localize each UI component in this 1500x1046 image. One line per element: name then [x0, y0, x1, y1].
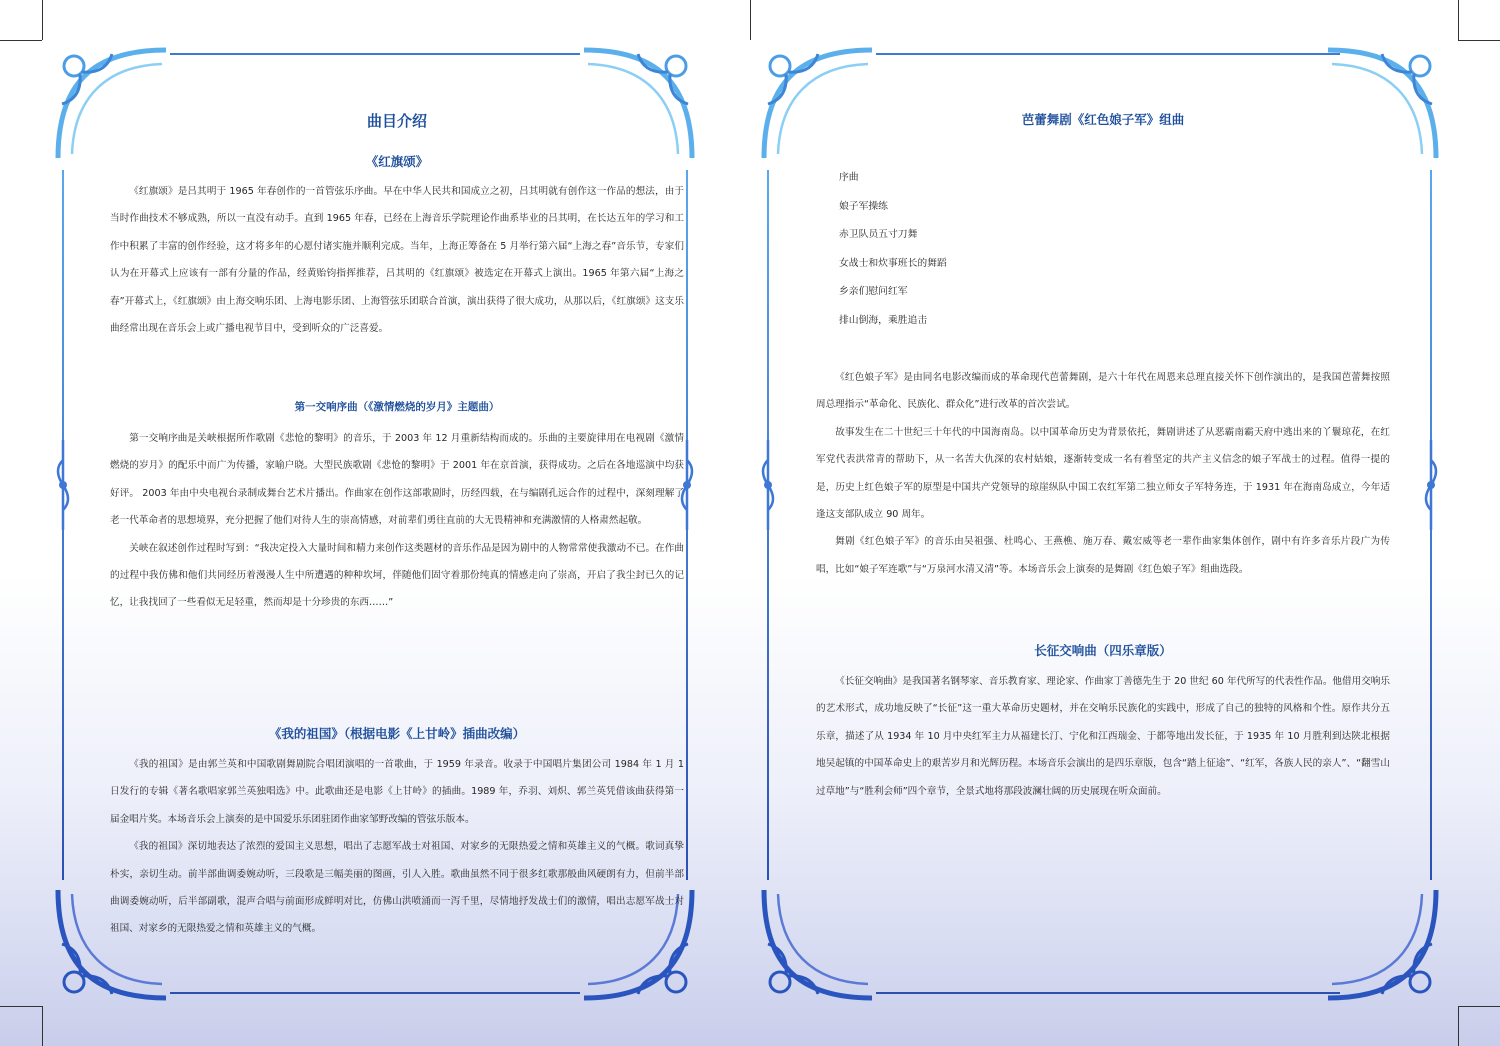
section-body-motherland	[110, 751, 684, 943]
scroll-ornament-icon	[757, 440, 779, 530]
paragraph: 《我的祖国》深切地表达了浓烈的爱国主义思想，唱出了志愿军战士对祖国、对家乡的无限热爱之情和英雄主义的气概。歌词真挚朴实，亲切生动。前半部曲调委婉动听，三段歌是三幅美丽的图画，引人入胜。歌曲虽然不同于很多红歌那般曲风硬朗有力，但前半部曲调委婉动听，后半部副歌，混声合唱与前面形成鲜明对比，仿佛山洪喷涌而一泻千里，尽情地抒发战士们的激情，唱出志愿军战士对祖国、对家乡的无限热爱之情和英雄主义的气概。	[110, 841, 684, 935]
crop-mark	[42, 1006, 43, 1046]
list-item: 序曲	[839, 172, 859, 183]
paragraph: 《我的祖国》是由郭兰英和中国歌剧舞剧院合唱团演唱的一首歌曲，于 1959 年录音。收录于中国唱片集团公司 1984 年 1 月 1 日发行的专辑《著名歌唱家郭兰英独唱选》中。此歌曲还是电影《上甘岭》的插曲。1989 年，乔羽、刘炽、郭兰英凭借该曲获得第一届金唱片奖。本场音乐会上演奏的是中国爱乐乐团驻团作曲家邹野改编的管弦乐版本。	[110, 759, 684, 825]
section-heading-overture: 第一交响序曲（《激情燃烧的岁月》主题曲）	[294, 401, 500, 413]
section-body-longmarch	[816, 668, 1390, 805]
crop-mark	[0, 40, 42, 41]
corner-ornament-icon	[1322, 884, 1442, 1004]
crop-mark	[1458, 1006, 1459, 1046]
list-item: 排山倒海，乘胜追击	[839, 314, 928, 326]
section-heading-ballet: 芭蕾舞剧《红色娘子军》组曲	[1021, 112, 1185, 127]
section-body-hongqisong	[110, 178, 684, 342]
paragraph: 《红旗颂》是吕其明于 1965 年春创作的一首管弦乐序曲。早在中华人民共和国成立之初，吕其明就有创作这一作品的想法，由于当时作曲技术不够成熟，所以一直没有动手。直到 1965 年春，已经在上海音乐学院理论作曲系毕业的吕其明，在长达五年的学习和工作中积累了丰富的创作经验，这才将多年的心愿付诸实施并顺利完成。当年，上海正筹备在 5 月举行第六届“上海之春”音乐节，专家们认为在开幕式上应该有一部有分量的作品，经黄贻钧指挥推荐，吕其明的《红旗颂》被选定在开幕式上演出。1965 年第六届“上海之春”开幕式上，《红旗颂》由上海交响乐团、上海电影乐团、上海管弦乐团联合首演，演出获得了很大成功，从那以后，《红旗颂》这支乐曲经常出现在音乐会上或广播电视节目中，受到听众的广泛喜爱。	[110, 186, 684, 335]
paragraph: 《红色娘子军》是由同名电影改编而成的革命现代芭蕾舞剧，是六十年代在周恩来总理直接关怀下创作演出的，是我国芭蕾舞按照周总理指示“革命化、民族化、群众化”进行改革的首次尝试。	[816, 372, 1390, 411]
paragraph: 第一交响序曲是关峡根据所作歌剧《悲怆的黎明》的音乐，于 2003 年 12 月重新结构而成的。乐曲的主要旋律用在电视剧《激情燃烧的岁月》的配乐中而广为传播，家喻户晓。大型民族歌剧《悲怆的黎明》于 2001 年在京首演，获得成功。之后在各地巡演中均获好评。 2003 年由中央电视台录制成舞台艺术片播出。作曲家在创作这部歌剧时，历经四载，在与编剧孔远合作的过程中，深刻理解了老一代革命者的思想境界，充分把握了他们对待人生的崇高情感，对前辈们勇往直前的大无畏精神和充满激情的人格肃然起敬。	[110, 433, 684, 527]
frame-top-line	[876, 53, 1340, 55]
list-item: 乡亲们慰问红军	[839, 286, 908, 298]
list-item: 娘子军操练	[839, 200, 888, 212]
crop-mark	[750, 0, 751, 40]
corner-ornament-icon	[758, 44, 878, 164]
page-title: 曲目介绍	[366, 112, 427, 130]
crop-mark	[1458, 40, 1500, 41]
corner-ornament-icon	[52, 44, 172, 164]
paragraph: 关峡在叙述创作过程时写到：“我决定投入大量时间和精力来创作这类题材的音乐作品是因为剧中的人物常常使我激动不已。在作曲的过程中我仿佛和他们共同经历着漫漫人生中所遭遇的种种坎坷，伴随他们固守着那份纯真的情感走向了崇高，开启了我尘封已久的记忆，让我找回了一些看似无足轻重，然而却是十分珍贵的东西……”	[110, 542, 684, 609]
corner-ornament-icon	[758, 884, 878, 1004]
list-item: 女战士和炊事班长的舞蹈	[839, 257, 947, 269]
section-body-overture	[110, 425, 684, 617]
corner-ornament-icon	[1322, 44, 1442, 164]
corner-ornament-icon	[578, 44, 698, 164]
list-item: 赤卫队员五寸刀舞	[839, 229, 918, 241]
right-page	[750, 0, 1500, 1046]
paragraph: 舞剧《红色娘子军》的音乐由吴祖强、杜鸣心、王燕樵、施万春、戴宏威等老一辈作曲家集体创作，剧中有许多音乐片段广为传唱，比如“娘子军连歌”与“万泉河水清又清”等。本场音乐会上演奏的是舞剧《红色娘子军》组曲选段。	[816, 536, 1390, 575]
crop-mark	[1458, 1006, 1500, 1007]
paragraph: 故事发生在二十世纪三十年代的中国海南岛。以中国革命历史为背景依托，舞剧讲述了从恶霸南霸天府中逃出来的丫鬟琼花，在红军党代表洪常青的帮助下，从一名苦大仇深的农村姑娘，逐渐转变成一名有着坚定的共产主义信念的娘子军战士的过程。值得一提的是，历史上红色娘子军的原型是中国共产党领导的琼崖纵队中国工农红军第二独立师女子军特务连，于 1931 年在海南岛成立，今年适逢这支部队成立 90 周年。	[816, 426, 1390, 521]
section-heading-hongqisong: 《红旗颂》	[365, 154, 429, 169]
section-heading-motherland: 《我的祖国》（根据电影《上甘岭》插曲改编）	[268, 726, 526, 741]
section-body-ballet	[816, 364, 1390, 583]
crop-mark	[0, 1006, 42, 1007]
frame-bottom-line	[170, 992, 580, 994]
frame-bottom-line	[876, 992, 1340, 994]
crop-mark	[42, 0, 43, 40]
paragraph: 《长征交响曲》是我国著名钢琴家、音乐教育家、理论家、作曲家丁善德先生于 20 世纪 60 年代所写的代表性作品。他借用交响乐的艺术形式，成功地反映了“长征”这一重大革命历史题材，并在交响乐民族化的实践中，形成了自己的独特的风格和个性。原作共分五乐章，描述了从 1934 年 10 月中央红军主力从福建长汀、宁化和江西瑞金、于都等地出发长征，于 1935 年 10 月胜利到达陕北根据地吴起镇的中国革命史上的艰苦岁月和光辉历程。本场音乐会演出的是四乐章版，包含“踏上征途”、“红军，各族人民的亲人”、“翻雪山 过草地”与“胜利会师”四个章节，全景式地将那段波澜壮阔的历史展现在听众面前。	[816, 676, 1390, 797]
scroll-ornament-icon	[1420, 440, 1442, 530]
section-heading-longmarch: 长征交响曲（四乐章版）	[1034, 643, 1172, 658]
scroll-ornament-icon	[52, 440, 74, 530]
crop-mark	[1458, 0, 1459, 40]
movement-list	[839, 164, 1339, 336]
frame-top-line	[170, 53, 580, 55]
